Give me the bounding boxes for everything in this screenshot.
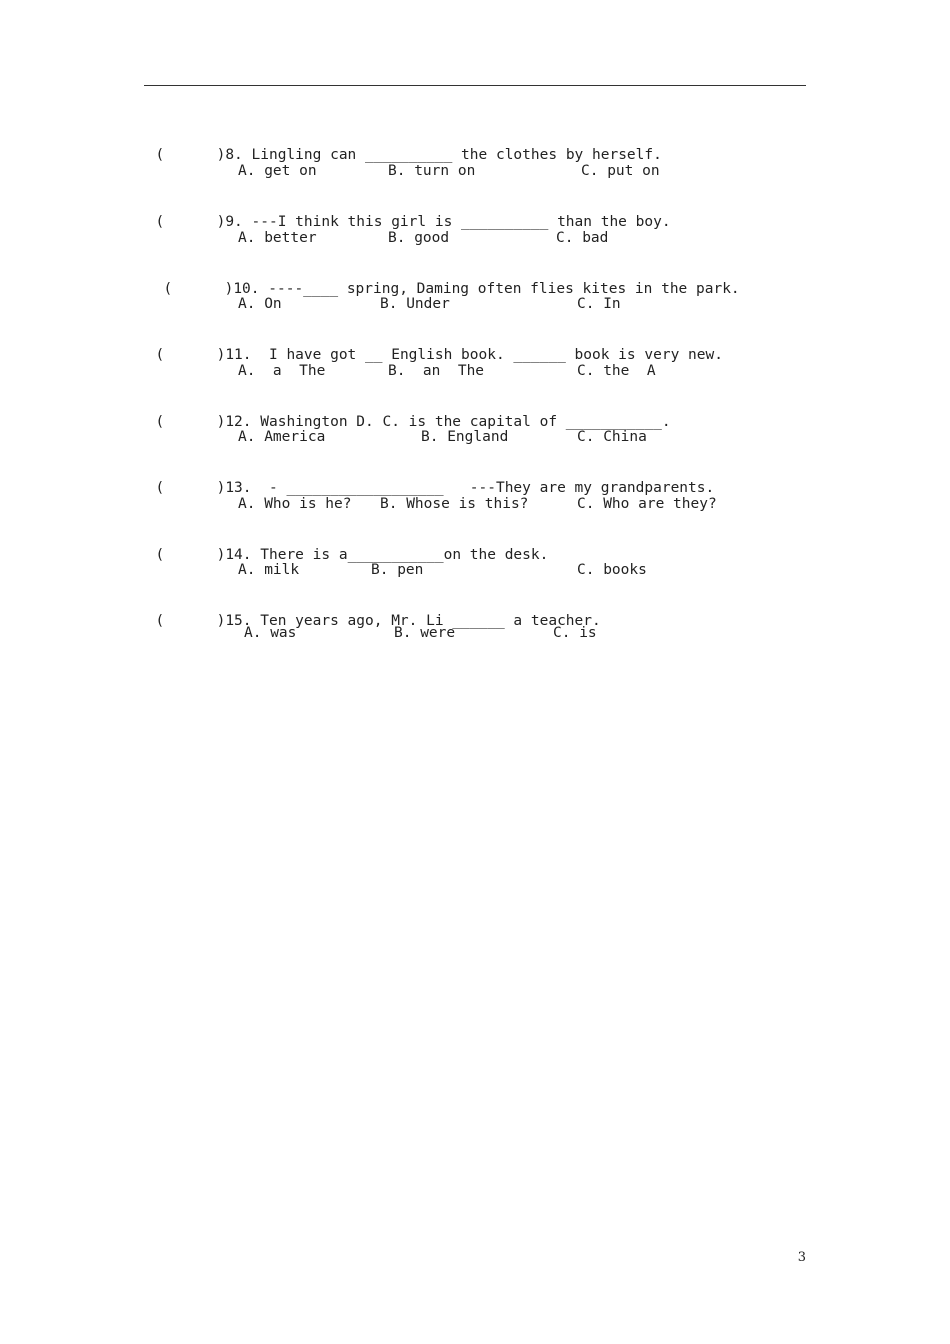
stem: the clothes by herself. bbox=[452, 147, 662, 163]
stem: There is a bbox=[260, 547, 348, 563]
option-b: B. turn on bbox=[388, 163, 476, 179]
answer-blank: ______ bbox=[452, 613, 505, 629]
option-b: B. England bbox=[421, 429, 509, 445]
answer-blank: ___________ bbox=[347, 547, 444, 563]
option-a: A. a The bbox=[238, 363, 326, 379]
option-b: B. Whose is this? bbox=[380, 496, 529, 512]
question-number: 8. bbox=[225, 147, 243, 163]
answer-blank: __________ bbox=[365, 147, 453, 163]
question-number: 15. bbox=[225, 613, 252, 629]
option-c: C. the A bbox=[577, 363, 656, 379]
option-b: B. an The bbox=[388, 363, 485, 379]
question-10 bbox=[146, 262, 740, 298]
option-c: C. books bbox=[577, 562, 647, 578]
question-13 bbox=[138, 461, 714, 497]
option-a: A. milk bbox=[238, 562, 300, 578]
question-number: 11. bbox=[225, 347, 252, 363]
stem: Lingling can bbox=[251, 147, 366, 163]
page-number: 3 bbox=[797, 1250, 806, 1265]
stem: - bbox=[260, 480, 287, 496]
answer-paren[interactable]: ( ) bbox=[155, 480, 226, 496]
option-c: C. In bbox=[577, 296, 621, 312]
question-number: 12. bbox=[225, 414, 252, 430]
question-11 bbox=[138, 328, 723, 364]
stem: Washington D. C. is the capital of bbox=[260, 414, 566, 430]
option-b: B. Under bbox=[380, 296, 450, 312]
option-c: C. Who are they? bbox=[577, 496, 717, 512]
answer-paren[interactable]: ( ) bbox=[155, 347, 226, 363]
option-b: B. pen bbox=[371, 562, 424, 578]
answer-paren[interactable]: ( ) bbox=[163, 281, 234, 297]
option-a: A. Who is he? bbox=[238, 496, 352, 512]
option-c: C. China bbox=[577, 429, 647, 445]
option-c: C. is bbox=[553, 625, 597, 641]
option-b: B. were bbox=[394, 625, 456, 641]
stem: ---They are my grandparents. bbox=[443, 480, 715, 496]
option-a: A. America bbox=[238, 429, 326, 445]
option-c: C. put on bbox=[581, 163, 660, 179]
option-a: A. better bbox=[238, 230, 317, 246]
option-a: A. get on bbox=[238, 163, 317, 179]
stem: English book. ______ book is very new. bbox=[382, 347, 723, 363]
question-number: 13. bbox=[225, 480, 252, 496]
answer-blank: __ bbox=[365, 347, 383, 363]
stem: ---- bbox=[268, 281, 304, 297]
stem: a teacher. bbox=[504, 613, 601, 629]
stem: spring, Daming often flies kites in the park. bbox=[338, 281, 740, 297]
stem: I have got bbox=[260, 347, 366, 363]
answer-blank: __________________ bbox=[286, 480, 444, 496]
option-c: C. bad bbox=[556, 230, 609, 246]
question-15 bbox=[138, 594, 601, 630]
answer-paren[interactable]: ( ) bbox=[155, 414, 226, 430]
question-number: 14. bbox=[225, 547, 252, 563]
question-number: 10. bbox=[233, 281, 260, 297]
answer-paren[interactable]: ( ) bbox=[155, 613, 226, 629]
stem: on the desk. bbox=[443, 547, 549, 563]
stem: than the boy. bbox=[548, 214, 671, 230]
question-number: 9. bbox=[225, 214, 243, 230]
stem: . bbox=[661, 414, 671, 430]
stem: ---I think this girl is bbox=[251, 214, 462, 230]
answer-blank: __________ bbox=[461, 214, 549, 230]
answer-blank: ____ bbox=[303, 281, 339, 297]
option-a: A. On bbox=[238, 296, 282, 312]
option-a: A. was bbox=[244, 625, 297, 641]
header-rule bbox=[144, 85, 806, 86]
answer-paren[interactable]: ( ) bbox=[155, 214, 226, 230]
answer-blank: ___________ bbox=[565, 414, 662, 430]
stem: Ten years ago, Mr. Li bbox=[260, 613, 453, 629]
answer-paren[interactable]: ( ) bbox=[155, 547, 226, 563]
option-b: B. good bbox=[388, 230, 450, 246]
question-12 bbox=[138, 395, 671, 431]
question-9 bbox=[138, 195, 671, 231]
answer-paren[interactable]: ( ) bbox=[155, 147, 226, 163]
question-14 bbox=[138, 528, 548, 564]
question-8 bbox=[138, 128, 662, 164]
